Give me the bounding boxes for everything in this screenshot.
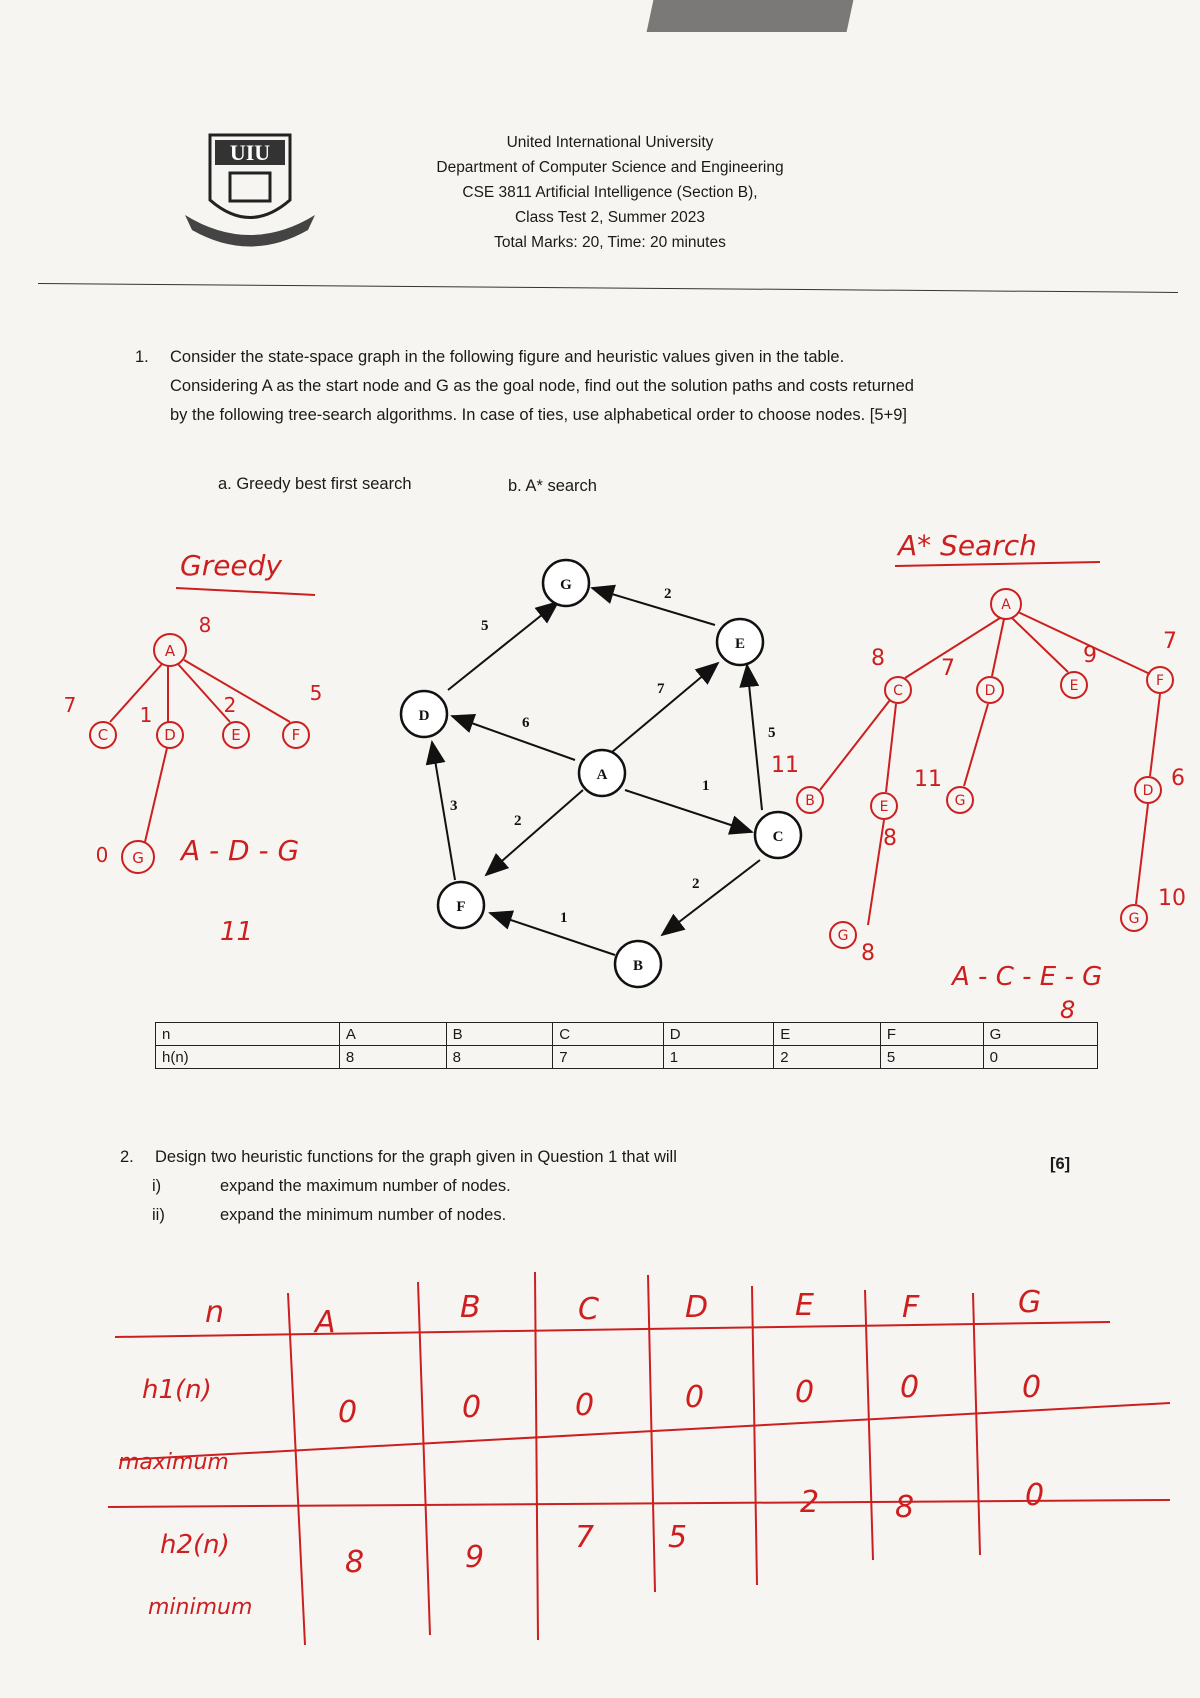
svg-text:G: G xyxy=(132,849,144,867)
hw-astar-path: A - C - E - G xyxy=(952,962,1103,992)
svg-text:5: 5 xyxy=(309,681,323,705)
table-cell: D xyxy=(663,1023,773,1046)
svg-text:8: 8 xyxy=(871,646,885,671)
hw-h1-e: 0 xyxy=(795,1375,815,1410)
edge-label-ac: 1 xyxy=(702,778,710,794)
svg-text:D: D xyxy=(164,726,176,744)
q2-item2: expand the minimum number of nodes. xyxy=(220,1206,507,1224)
hw-astar-title: A* Search xyxy=(898,529,1037,562)
edge-label-af: 2 xyxy=(514,813,522,829)
svg-text:9: 9 xyxy=(1083,643,1097,668)
hw-col-b: B xyxy=(460,1290,481,1325)
q2-item1: expand the maximum number of nodes. xyxy=(220,1177,511,1195)
svg-text:C: C xyxy=(893,683,903,699)
node-label-d: D xyxy=(418,708,430,724)
q1-number: 1. xyxy=(135,348,149,366)
table-cell: A xyxy=(339,1023,446,1046)
svg-text:B: B xyxy=(805,793,815,809)
svg-text:10: 10 xyxy=(1158,886,1186,911)
hw-greedy-path: A - D - G xyxy=(181,834,300,867)
q2-item1-num: i) xyxy=(152,1177,162,1195)
svg-text:D: D xyxy=(984,683,996,699)
table-cell: 5 xyxy=(880,1046,983,1069)
table-cell: 8 xyxy=(339,1046,446,1069)
svg-text:G: G xyxy=(1128,911,1140,927)
node-label-g: G xyxy=(560,577,572,593)
edge-label-ae: 7 xyxy=(657,681,665,697)
hw-col-a: A xyxy=(315,1305,336,1340)
table-cell: 7 xyxy=(553,1046,663,1069)
svg-text:8: 8 xyxy=(861,941,875,966)
svg-text:G: G xyxy=(837,928,849,944)
svg-text:7: 7 xyxy=(941,656,955,681)
table-cell: 1 xyxy=(663,1046,773,1069)
hw-greedy-title: Greedy xyxy=(180,549,283,582)
table-cell: 0 xyxy=(983,1046,1097,1069)
svg-text:2: 2 xyxy=(223,693,237,717)
hw-h1-g: 0 xyxy=(1022,1370,1042,1405)
hw-h2-e: 2 xyxy=(800,1485,820,1520)
svg-text:E: E xyxy=(231,726,241,744)
hw-h2-a: 8 xyxy=(345,1545,365,1580)
hw-h2-b: 9 xyxy=(465,1540,485,1575)
svg-text:G: G xyxy=(954,793,966,809)
table-cell: h(n) xyxy=(156,1046,340,1069)
svg-text:F: F xyxy=(1155,673,1165,689)
table-cell: 8 xyxy=(446,1046,553,1069)
hw-h2-label: h2(n) xyxy=(160,1530,230,1560)
svg-text:F: F xyxy=(291,726,301,744)
svg-text:E: E xyxy=(879,799,889,815)
hw-greedy-cost: 11 xyxy=(220,917,254,947)
table-cell: E xyxy=(774,1023,881,1046)
university-name: United International University xyxy=(506,134,714,151)
svg-text:11: 11 xyxy=(771,753,799,778)
svg-text:8: 8 xyxy=(198,613,212,637)
table-cell: C xyxy=(553,1023,663,1046)
svg-text:A: A xyxy=(164,642,176,660)
edge-label-dg: 5 xyxy=(481,618,489,634)
logo-text: UIU xyxy=(229,140,271,165)
hw-h1-f: 0 xyxy=(900,1370,920,1405)
node-label-b: B xyxy=(632,958,644,974)
svg-text:8: 8 xyxy=(883,826,897,851)
hw-h2-note: minimum xyxy=(148,1595,253,1620)
hw-col-e: E xyxy=(795,1288,814,1323)
edge-label-ce: 5 xyxy=(768,725,776,741)
q2-text: Design two heuristic functions for the graph given in Question 1 that will xyxy=(155,1148,677,1166)
hw-col-g: G xyxy=(1018,1285,1042,1320)
edge-label-cb: 2 xyxy=(692,876,700,892)
table-cell: F xyxy=(880,1023,983,1046)
node-label-f: F xyxy=(456,899,466,915)
edge-label-ad: 6 xyxy=(522,715,530,731)
hw-col-d: D xyxy=(685,1290,709,1325)
q1-part-a: a. Greedy best first search xyxy=(218,475,412,493)
svg-text:6: 6 xyxy=(1171,766,1185,791)
hw-h1-label: h1(n) xyxy=(142,1375,212,1405)
hw-h2-d: 5 xyxy=(668,1520,688,1555)
svg-text:E: E xyxy=(1069,678,1079,694)
svg-text:11: 11 xyxy=(914,767,942,792)
svg-text:D: D xyxy=(1142,783,1154,799)
course-name: CSE 3811 Artificial Intelligence (Section B), xyxy=(462,184,758,201)
department-name: Department of Computer Science and Engineering xyxy=(436,159,784,176)
table-cell: n xyxy=(156,1023,340,1046)
edge-label-eg: 2 xyxy=(664,586,672,602)
svg-text:1: 1 xyxy=(139,703,153,727)
hw-col-n: n xyxy=(205,1295,225,1330)
node-label-a: A xyxy=(596,767,608,783)
svg-text:7: 7 xyxy=(63,693,77,717)
q2-number: 2. xyxy=(120,1148,134,1166)
test-name: Class Test 2, Summer 2023 xyxy=(514,209,706,226)
hw-h1-a: 0 xyxy=(338,1395,358,1430)
hw-h2-f: 8 xyxy=(895,1490,915,1525)
q1-line2: Considering A as the start node and G as the goal node, find out the solution paths and costs returned xyxy=(170,377,914,395)
svg-text:7: 7 xyxy=(1163,629,1177,654)
table-cell: B xyxy=(446,1023,553,1046)
q1-part-b: b. A* search xyxy=(508,477,597,495)
node-label-c: C xyxy=(772,829,784,845)
node-label-e: E xyxy=(734,636,746,652)
hw-h1-c: 0 xyxy=(575,1388,595,1423)
table-cell: 2 xyxy=(774,1046,881,1069)
edge-label-bf: 1 xyxy=(560,910,568,926)
svg-text:0: 0 xyxy=(95,843,109,867)
hw-h1-d: 0 xyxy=(685,1380,705,1415)
hw-h2-g: 0 xyxy=(1025,1478,1045,1513)
table-cell: G xyxy=(983,1023,1097,1046)
svg-text:A: A xyxy=(1001,597,1011,613)
hw-h1-b: 0 xyxy=(462,1390,482,1425)
hw-astar-cost: 8 xyxy=(1060,996,1076,1024)
q1-line1: Consider the state-space graph in the following figure and heuristic values given in the table. xyxy=(170,348,845,366)
q2-marks: [6] xyxy=(1050,1155,1071,1173)
hw-h1-note: maximum xyxy=(118,1450,229,1475)
q1-line3: by the following tree-search algorithms. In case of ties, use alphabetical order to choose nodes. [5+9] xyxy=(170,406,907,424)
edge-label-fd: 3 xyxy=(450,798,458,814)
hw-col-f: F xyxy=(902,1290,920,1325)
q2-item2-num: ii) xyxy=(152,1206,165,1224)
hw-h2-c: 7 xyxy=(575,1520,595,1555)
svg-text:C: C xyxy=(97,726,109,744)
hw-col-c: C xyxy=(578,1292,599,1327)
total-marks: Total Marks: 20, Time: 20 minutes xyxy=(494,234,726,251)
